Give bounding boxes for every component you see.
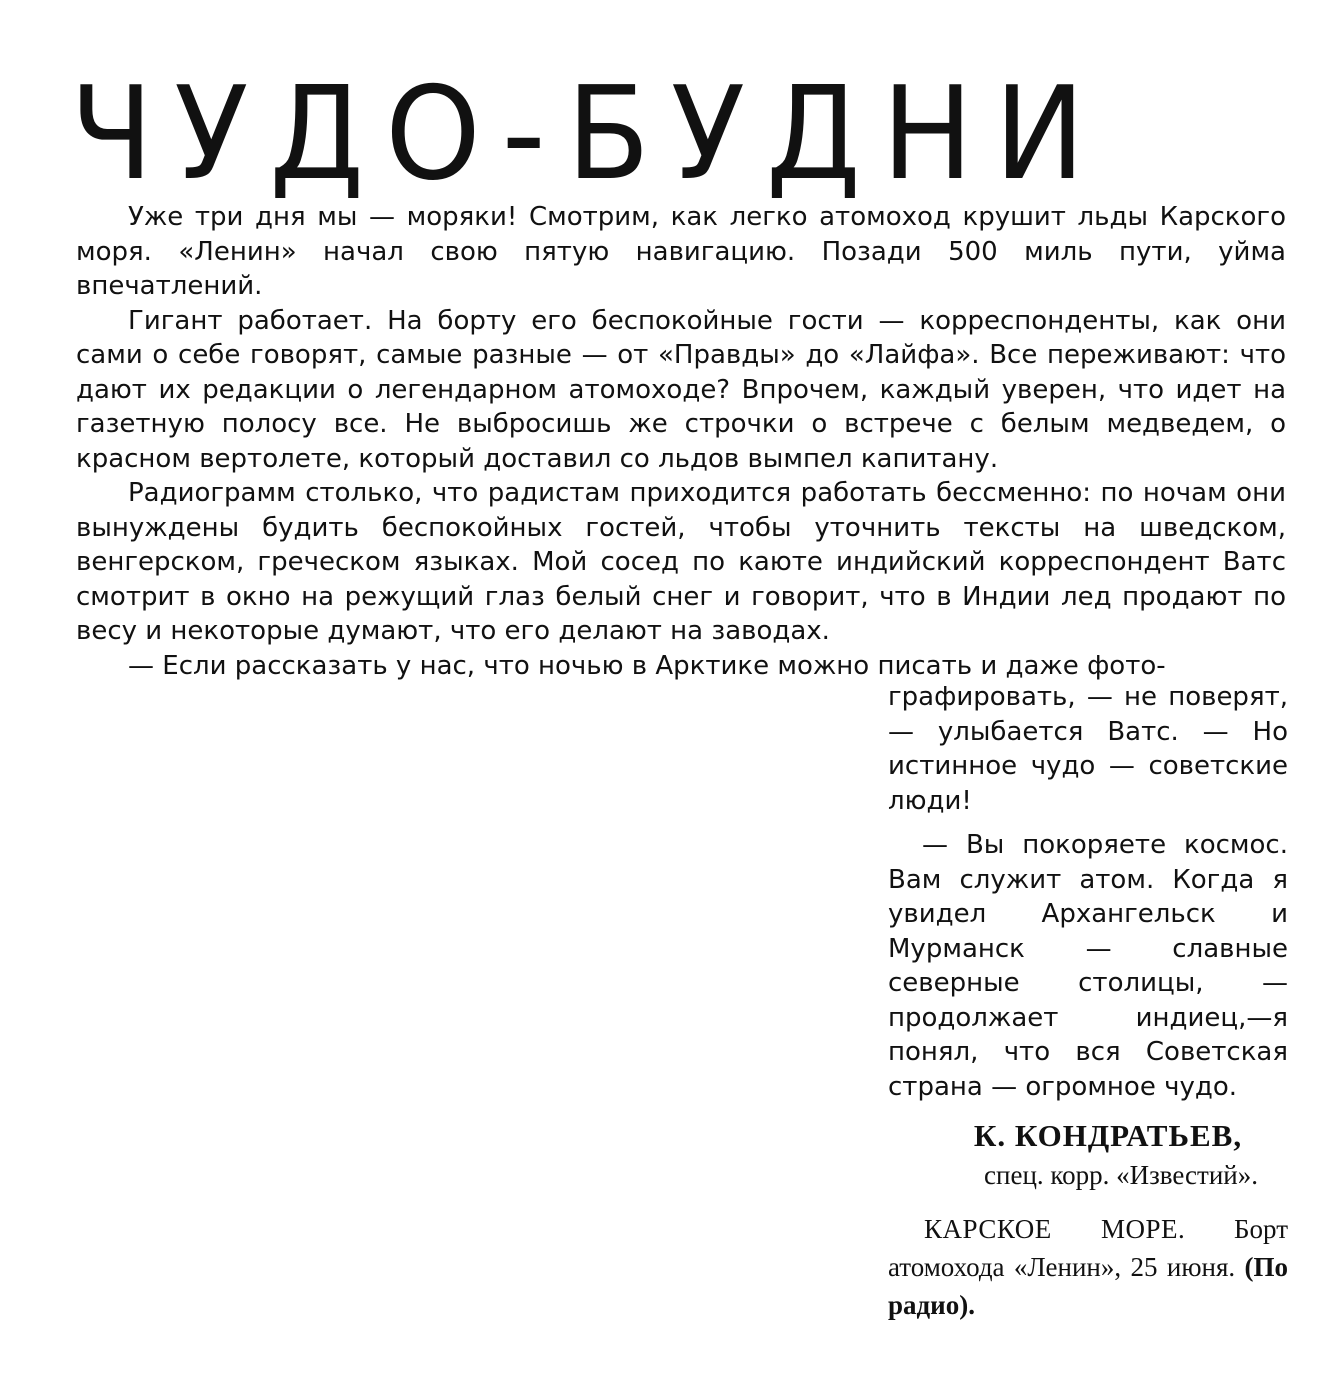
dateline — [888, 1210, 1288, 1324]
author-name: К. КОНДРАТЬЕВ, — [973, 1118, 1243, 1153]
right-column-paragraph-1: графировать, — не поверят, — улыбается Ватс. — Но истинное чудо — советские люди! — [888, 682, 1288, 816]
right-column-paragraph-2: — Вы покоряете космос. Вам служит атом. Когда я увидел Архангельск и Мурманск — славные северные столицы, — продолжает индиец,—я понял, что вся Советская страна — огромное чудо. — [888, 830, 1288, 1102]
paragraph-2: Гигант работает. На борту его беспокойные гости — корреспонденты, как они сами о себе говорят, самые разные — от «Правды» до «Лайфа». Все переживают: что дают их редакции о легендарном атомоходе? Впрочем, каждый уверен, что идет на газетную полосу все. Не выбросишь же строчки о встрече с белым медведем, о красном вертолете, который доставил со льдов вымпел капитану. — [76, 305, 1286, 474]
paragraph-1: Уже три дня мы — моряки! Смотрим, как легко атомоход крушит льды Карского моря. «Ленин» начал свою пятую навигацию. Позади 500 миль пути, уйма впечатлений. — [76, 202, 1286, 301]
paragraph-4: — Если рассказать у нас, что ночью в Арктике можно писать и даже фото- — [128, 650, 1166, 681]
author-role: спец. корр. «Известий». — [984, 1160, 1258, 1190]
dateline-source: (По радио). — [888, 1252, 1288, 1320]
dateline-paragraph — [888, 1210, 1288, 1324]
dateline-place: КАРСКОЕ МОРЕ. — [924, 1214, 1186, 1244]
article-body — [76, 200, 1286, 683]
dateline-text: Борт атомохода «Ленин», 25 июня. — [888, 1214, 1288, 1282]
right-column — [888, 680, 1288, 1104]
headline: ЧУДО-БУДНИ — [70, 60, 1106, 209]
paragraph-3: Радиограмм столько, что радистам приходится работать бессменно: по ночам они вынуждены будить беспокойных гостей, чтобы уточнить тексты на шведском, венгерском, греческом языках. Мой сосед по каюте индийский корреспондент Ватс смотрит в окно на режущий глаз белый снег и говорит, что в Индии лед продают по весу и некоторые думают, что его делают на заводах. — [76, 478, 1286, 646]
